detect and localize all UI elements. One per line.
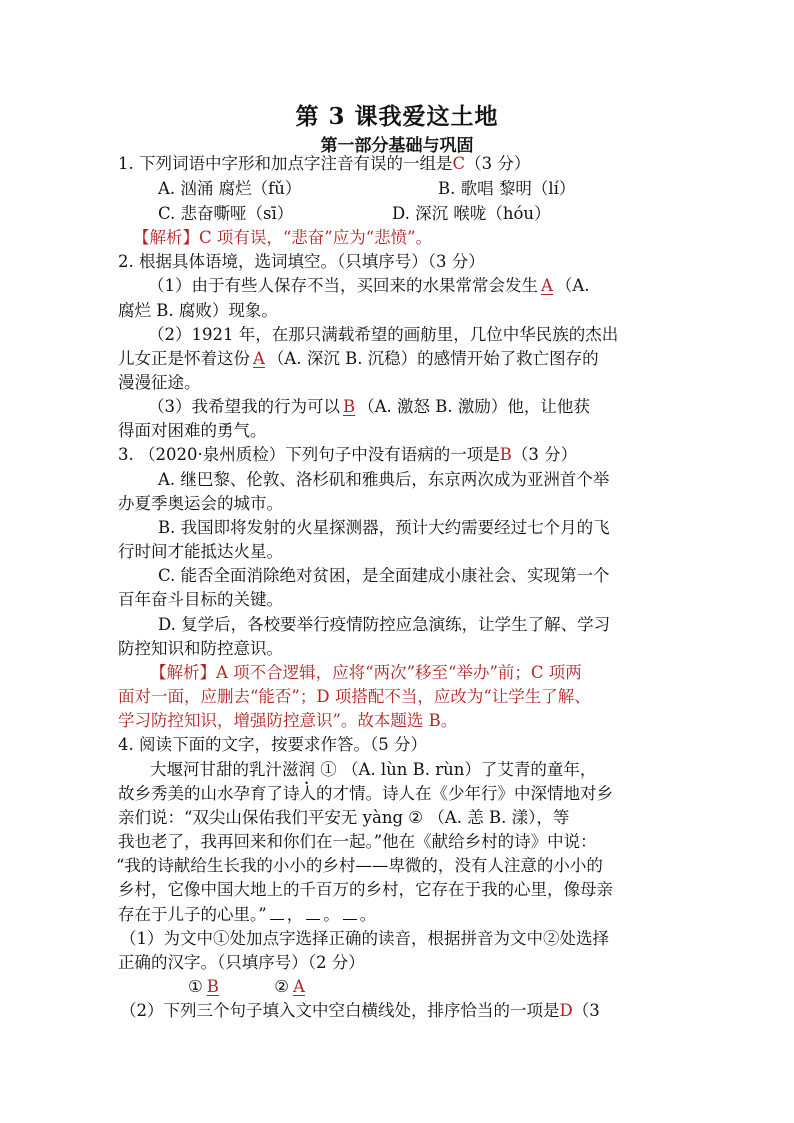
q4-passage-line-2: 故乡秀美的山水孕育了诗人的才情。诗人在《少年行》中深情地对乡 [118,784,613,803]
q2-sentence-3-cont: 得面对困难的勇气。 [118,421,267,440]
q2-s2-options: （A. 深沉 B. 沉稳）的感情开始了救亡图存的 [267,349,599,368]
q2-sentence-2: （2）1921 年，在那只满载希望的画舫里，几位中华民族的杰出 [148,325,619,344]
q4-p1-options: ① （A. lùn B. rùn）了艾青的童年， [315,760,597,779]
q4-p1-text: 大堰河甘甜的乳汁滋 [150,760,299,779]
q1-option-a: A. 汹涌 腐烂（fǔ） [158,179,302,198]
q4-sub1-answers [188,975,758,999]
q3-option-c: C. 能否全面消除绝对贫困，是全面建成小康社会、实现第一个 [158,566,610,585]
analysis-tag: 【解析】 [133,228,199,247]
blank-line [270,905,284,920]
q3-option-d-cont: 防控知识和防控意识。 [118,639,283,658]
q1-stem [118,152,688,176]
q3-stem-text: 3. （2020·泉州质检）下列句子中没有语病的一项是 [118,445,500,464]
q2-stem: 2. 根据具体语境，选词填空。（只填序号）（3 分） [118,252,485,271]
q4-stem: 4. 阅读下面的文字，按要求作答。（5 分） [118,735,427,754]
q3-option-a-cont: 办夏季奥运会的城市。 [118,494,283,513]
q2-sentence-1-cont: 腐烂 B. 腐败）现象。 [118,301,278,320]
page-title: 第 3 课我爱这土地 [295,103,499,130]
q3-analysis-cont-2: 学习防控知识，增强防控意识”。故本题选 B。 [118,711,458,730]
q4-sub2-answer: D [559,1001,573,1020]
answer-label-1: ① [188,977,203,996]
q2-s2-answer: A [253,349,265,368]
q3-option-c-cont: 百年奋斗目标的关键。 [118,590,283,609]
section-subtitle: 第一部分基础与巩固 [320,136,474,156]
q3-analysis-text: A 项不合逻辑，应将“两次”移至“举办”前；C 项两 [216,663,582,682]
q1-stem-text: 1. 下列词语中字形和加点字注音有误的一组是 [118,154,453,173]
q4-sub2-text: （2）下列三个句子填入文中空白横线处，排序恰当的一项是 [120,1001,560,1020]
q3-option-b: B. 我国即将发射的火星探测器，预计大约需要经过七个月的飞 [158,518,610,537]
q4-p7-end: 。 [359,905,377,924]
q2-sentence-1 [148,274,718,298]
q4-passage-line-7 [118,903,688,927]
q4-sub1-stem-cont: 正确的汉字。（只填序号）（2 分） [118,953,365,972]
q2-s1-text: （1）由于有些人保存不当，买回来的水果常常会发生 [148,276,538,295]
q3-answer: B [499,445,512,464]
answer-label-2: ② [274,977,289,996]
q3-analysis-cont-1: 面对一面，应删去“能否”；D 项搭配不当，应改为“让学生了解、 [118,687,591,706]
q4-passage-line-3: 亲们说：“双尖山保佑我们平安无 yàng ② （A. 恙 B. 漾），等 [118,808,570,827]
q2-s1-answer: A [541,276,553,295]
q1-answer: C [452,154,466,173]
q4-sub1-stem: （1）为文中①处加点字选择正确的读音，根据拼音为文中②处选择 [120,929,609,948]
q1-option-b: B. 歌唱 黎明（lí） [438,179,576,198]
blank-line [343,905,357,920]
q4-passage-line-6: 乡村，它像中国大地上的千百万的乡村，它存在于我的心里，像母亲 [118,880,613,899]
q4-p7-text: 存在于儿子的心里。” [118,905,267,924]
q1-analysis [133,226,703,250]
blank-line [306,905,320,920]
q1-score: （3 分） [465,154,531,173]
q2-s3-options: （A. 激怒 B. 激励）他，让他获 [358,397,590,416]
q3-score: （3 分） [511,445,578,464]
dotted-character: 润 [298,760,315,779]
q2-s1-options: （A. [555,276,590,295]
q2-s2-text: 儿女正是怀着这份 [118,349,250,368]
q2-s3-answer: B [343,397,356,416]
q4-sub1-answer-1: B [206,977,219,996]
q3-option-b-cont: 行时间才能抵达火星。 [118,542,283,561]
q4-sub1-answer-2: A [292,977,305,996]
q4-p7-sep-2: 。 [323,905,340,924]
q3-stem [118,443,688,467]
q4-sub2-score: （3 [572,1001,600,1020]
q3-option-d: D. 复学后，各校要举行疫情防控应急演练，让学生了解、学习 [158,615,611,634]
analysis-tag: 【解析】 [150,663,216,682]
q1-option-d: D. 深沉 喉咙（hóu） [392,204,551,223]
q4-sub2-stem [120,999,690,1023]
q1-analysis-text: C 项有误，“悲奋”应为“悲愤”。 [199,228,433,247]
q4-passage-line-5: “我的诗献给生长我的小小的乡村——卑微的，没有人注意的小小的 [116,856,603,875]
q2-s3-text: （3）我希望我的行为可以 [148,397,340,416]
q2-sentence-2-cont [118,347,688,371]
q3-option-a: A. 继巴黎、伦敦、洛杉矶和雅典后，东京两次成为亚洲首个举 [158,470,610,489]
q1-option-c: C. 悲奋嘶哑（sī） [158,204,294,223]
q4-passage-line-4: 我也老了，我再回来和你们在一起。”他在《献给乡村的诗》中说： [118,832,597,851]
q2-sentence-3 [148,395,718,419]
q4-p7-sep-1: ， [286,905,304,924]
q3-analysis [150,661,720,685]
q2-sentence-2-end: 漫漫征途。 [118,373,201,392]
